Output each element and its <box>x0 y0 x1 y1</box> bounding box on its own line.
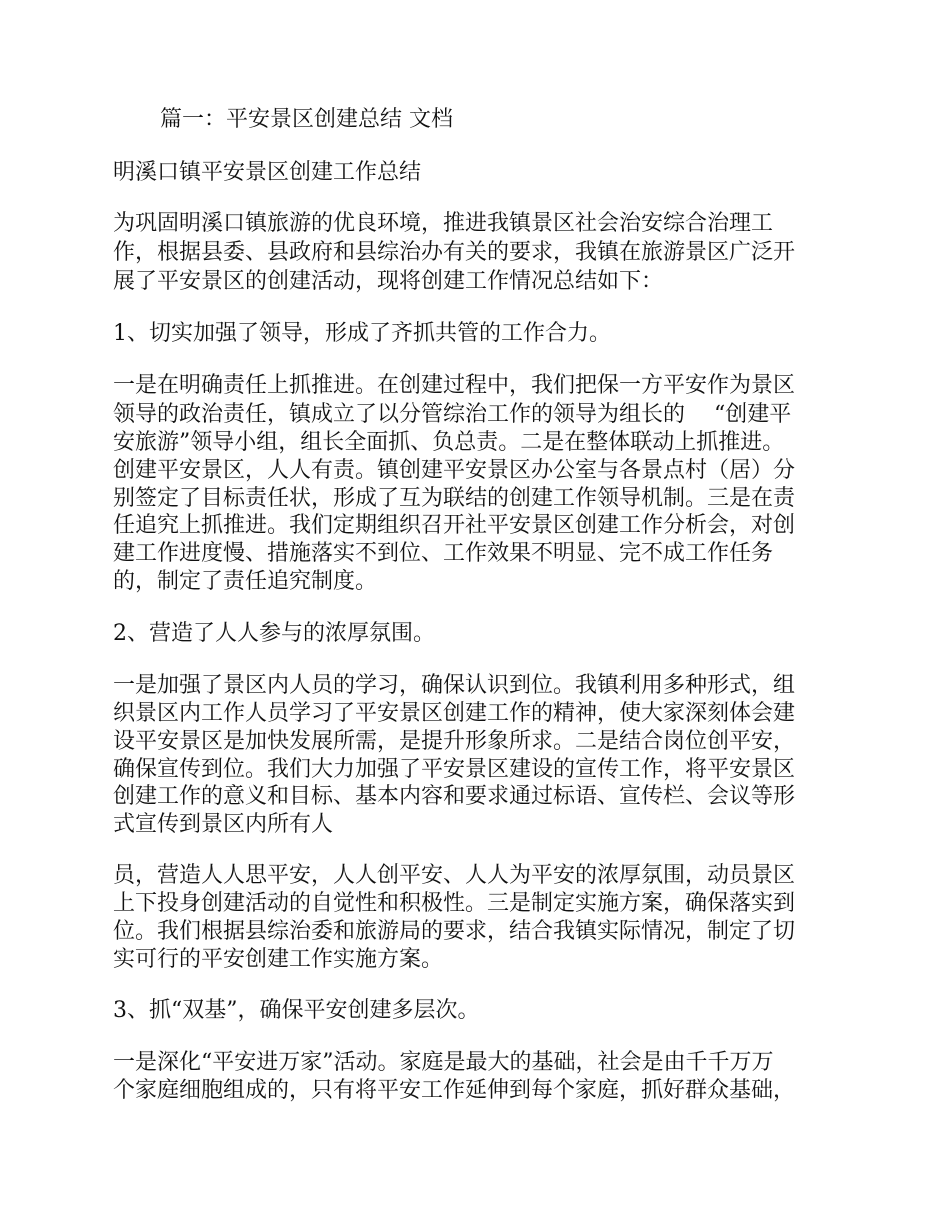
section2-line: 确保宣传到位。我们大力加强了平安景区建设的宣传工作，将平安景区 <box>113 757 796 782</box>
section1-line: 的，制定了责任追究制度。 <box>113 569 378 594</box>
section1-line: 建工作进度慢、措施落实不到位、工作效果不明显、完不成工作任务 <box>113 541 774 566</box>
section2-line-continued: 位。我们根据县综治委和旅游局的要求，结合我镇实际情况，制定了切 <box>113 919 796 944</box>
section-heading-2: 2、营造了人人参与的浓厚氛围。 <box>113 621 435 646</box>
section-heading-1: 1、切实加强了领导，形成了齐抓共管的工作合力。 <box>113 321 611 346</box>
section2-line-continued: 上下投身创建活动的自觉性和积极性。三是制定实施方案，确保落实到 <box>113 891 796 916</box>
intro-line: 为巩固明溪口镇旅游的优良环境，推进我镇景区社会治安综合治理工 <box>113 211 774 236</box>
section1-line: 别签定了目标责任状，形成了互为联结的创建工作领导机制。三是在责 <box>113 486 796 511</box>
section1-line: 领导的政治责任，镇成立了以分管综治工作的领导为组长的 “创建平 <box>113 402 792 427</box>
intro-line: 展了平安景区的创建活动，现将创建工作情况总结如下： <box>113 269 664 294</box>
intro-line: 作，根据县委、县政府和县综治办有关的要求，我镇在旅游景区广泛开 <box>113 240 796 265</box>
section1-line: 一是在明确责任上抓推进。在创建过程中，我们把保一方平安作为景区 <box>113 373 796 398</box>
section1-line: 任追究上抓推进。我们定期组织召开社平安景区创建工作分析会，对创 <box>113 513 796 538</box>
section1-line: 创建平安景区，人人有责。镇创建平安景区办公室与各景点村（居）分 <box>113 458 796 483</box>
section1-line: 安旅游”领导小组，组长全面抓、负总责。二是在整体联动上抓推进。 <box>113 430 785 455</box>
document-header-title: 篇一：平安景区创建总结 文档 <box>160 107 453 132</box>
section3-line: 个家庭细胞组成的，只有将平安工作延伸到每个家庭，抓好群众基础， <box>113 1078 796 1103</box>
section2-line: 一是加强了景区内人员的学习，确保认识到位。我镇利用多种形式，组 <box>113 673 796 698</box>
section3-line: 一是深化“平安进万家”活动。家庭是最大的基础，社会是由千千万万 <box>113 1050 774 1075</box>
section2-line: 创建工作的意义和目标、基本内容和要求通过标语、宣传栏、会议等形 <box>113 784 796 809</box>
section2-line-continued: 实可行的平安创建工作实施方案。 <box>113 947 444 972</box>
section2-line: 织景区内工作人员学习了平安景区创建工作的精神，使大家深刻体会建 <box>113 701 796 726</box>
section2-line-continued: 员，营造人人思平安，人人创平安、人人为平安的浓厚氛围，动员景区 <box>113 863 796 888</box>
section-heading-3: 3、抓“双基”，确保平安创建多层次。 <box>113 998 480 1023</box>
section2-line: 式宣传到景区内所有人 <box>113 812 334 837</box>
section2-line: 设平安景区是加快发展所需，是提升形象所求。二是结合岗位创平安， <box>113 729 796 754</box>
document-subtitle: 明溪口镇平安景区创建工作总结 <box>113 160 422 185</box>
